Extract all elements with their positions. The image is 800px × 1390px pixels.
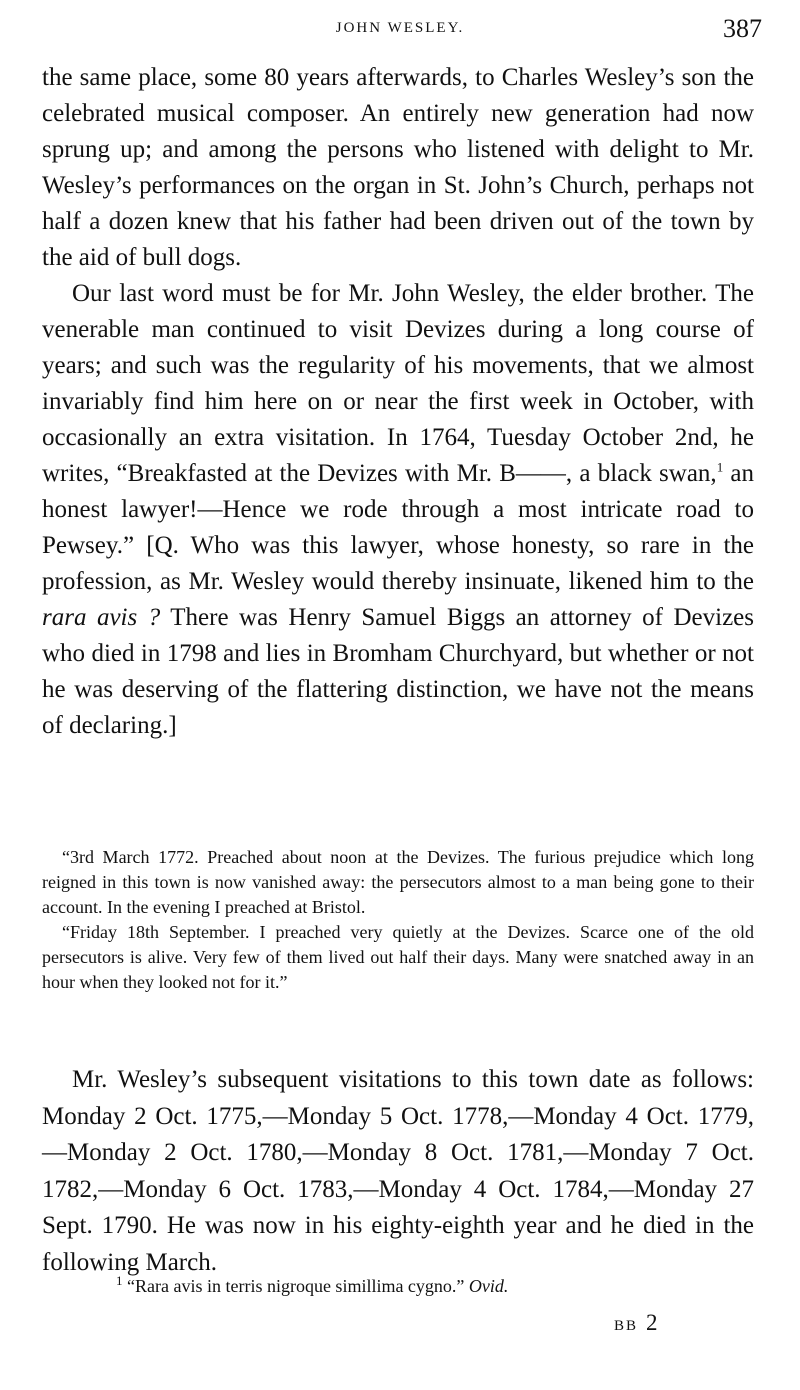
- paragraph-2-part-2: an honest lawyer!—Hence we rode through a most intricate road to Pewsey.” [Q. Who was this lawyer, whose honesty, so rare in the profession, as Mr. Wesley would thereby insinuate, likened him to the: [42, 460, 754, 595]
- printer-signature: [614, 1310, 658, 1336]
- page-number: 387: [723, 14, 762, 43]
- signature-letters: BB: [614, 1318, 639, 1334]
- main-text: [42, 60, 754, 744]
- running-title: JOHN WESLEY.: [335, 20, 465, 36]
- quote-entry-1: “3rd March 1772. Preached about noon at the Devizes. The furious prejudice which long reigned in this town is now vanished away: the persecutors almost to a man being gone to their account. In the evening I preached at Bristol.: [42, 847, 754, 917]
- footnote-source: Ovid.: [468, 1276, 509, 1296]
- quoted-journal-entries: [42, 845, 754, 995]
- footnote-reference: 1: [716, 459, 724, 475]
- footnote: [116, 1273, 509, 1297]
- paragraph-2: [42, 276, 754, 744]
- paragraph-2-part-1: Our last word must be for Mr. John Wesley, the elder brother. The venerable man continued to visit Devizes during a long course of years; and such was the regularity of his movements, that we almost invariably find him here on or near the first week in October, with occasionally an extra visitation. In 1764, Tuesday October 2nd, he writes, “Breakfasted at the Devizes with Mr. B——, a black swan,: [42, 280, 754, 487]
- footnote-text: “Rara avis in terris nigroque simillima cygno.”: [122, 1276, 469, 1296]
- footnote-mark: 1: [116, 1273, 123, 1288]
- paragraph-3: Mr. Wesley’s subsequent visitations to this town date as follows: Monday 2 Oct. 1775,—Monday 5 Oct. 1778,—Monday 4 Oct. 1779,—Monday 2 Oct. 1780,—Monday 8 Oct. 1781,—Monday 7 Oct. 1782,—Monday 6 Oct. 1783,—Monday 4 Oct. 1784,—Monday 27 Sept. 1790. He was now in his eighty-eighth year and he died in the following March.: [42, 1066, 754, 1276]
- italic-phrase: rara avis ?: [42, 604, 161, 631]
- paragraph-2-part-3: There was Henry Samuel Biggs an attorney of Devizes who died in 1798 and lies in Bromham Churchyard, but whether or not he was deserving of the flattering distinction, we have not the means of declaring.]: [42, 604, 754, 739]
- main-text-continued: [42, 1062, 754, 1282]
- quote-entry-2: “Friday 18th September. I preached very quietly at the Devizes. Scarce one of the old persecutors is alive. Very few of them lived out half their days. Many were snatched away in an hour when they looked not for it.”: [42, 922, 754, 992]
- signature-number: 2: [646, 1310, 658, 1335]
- paragraph-1: the same place, some 80 years afterwards, to Charles Wesley’s son the celebrated musical composer. An entirely new generation had now sprung up; and among the persons who listened with delight to Mr. Wesley’s performances on the organ in St. John’s Church, perhaps not half a dozen knew that his father had been driven out of the town by the aid of bull dogs.: [42, 64, 754, 271]
- page-header: [40, 14, 760, 48]
